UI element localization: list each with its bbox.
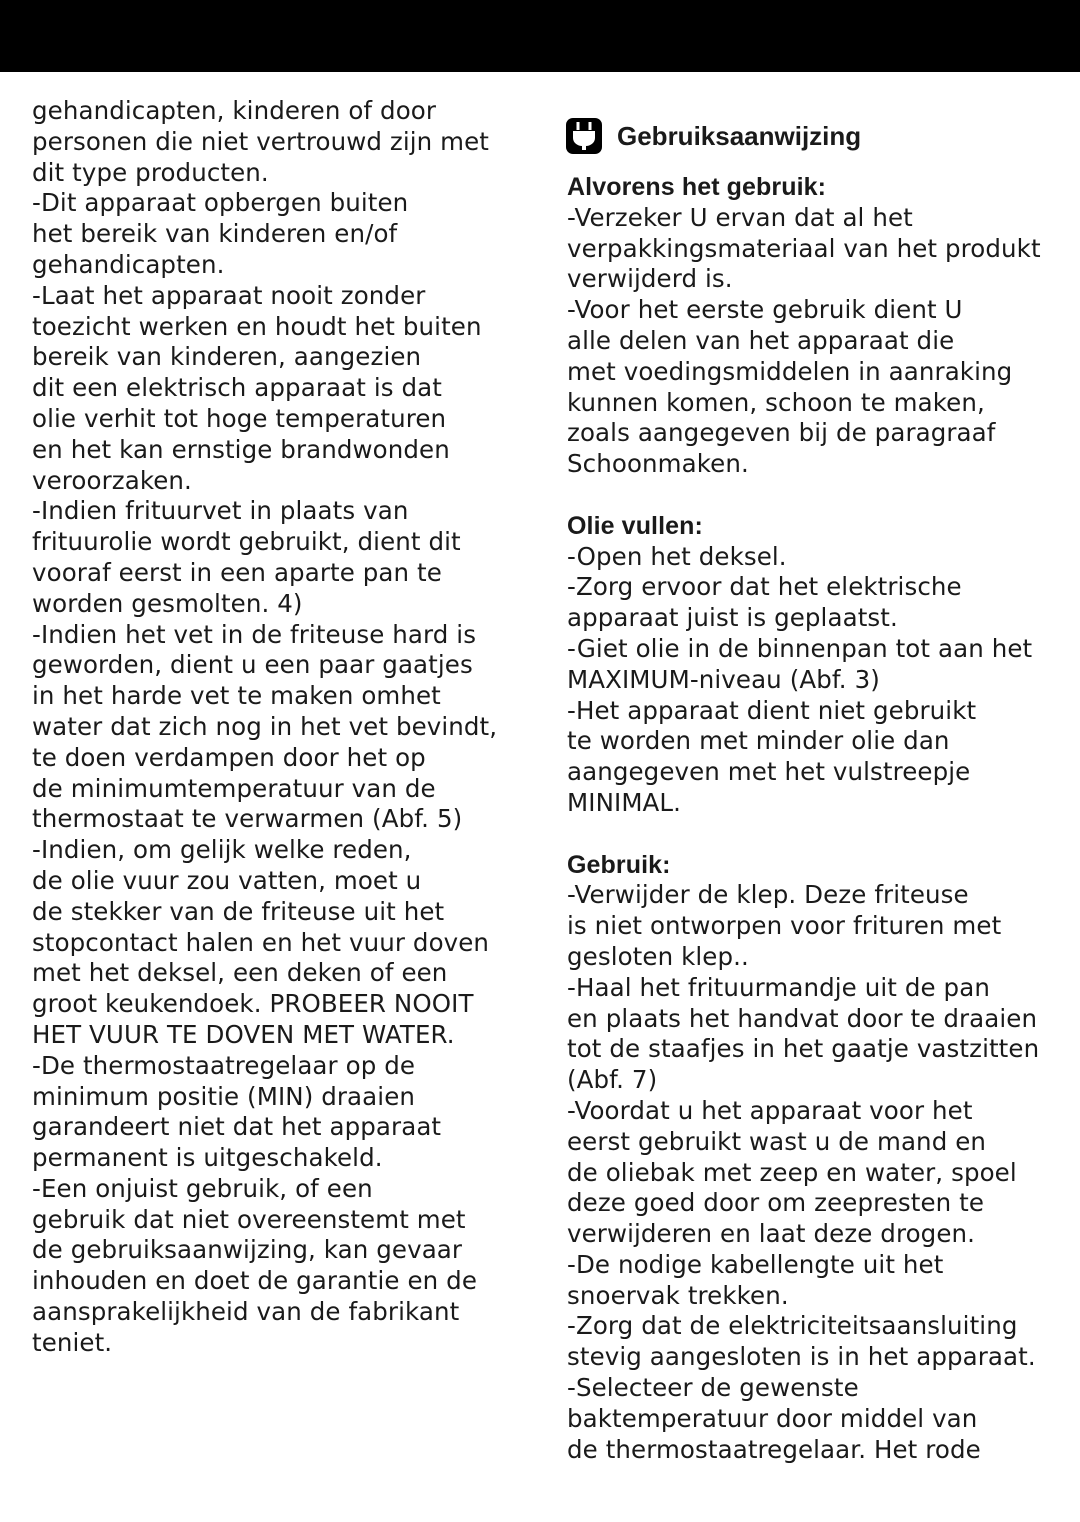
text-line: tot de staafjes in het gaatje vastzitten	[567, 1034, 1040, 1064]
text-line: -Giet olie in de binnenpan tot aan het	[567, 633, 1033, 663]
text-line: kunnen komen, schoon te maken,	[567, 387, 985, 417]
text-line: verwijderd is.	[567, 264, 733, 294]
text-line: -Zorg ervoor dat het elektrische	[567, 572, 962, 602]
text-line: permanent is uitgeschakeld.	[32, 1143, 383, 1173]
text-line: -Indien het vet in de friteuse hard is	[32, 619, 477, 649]
text-line: toezicht werken en houdt het buiten	[32, 311, 482, 341]
right-column	[567, 112, 1067, 1465]
text-line: zoals aangegeven bij de paragraaf	[567, 418, 996, 448]
text-line: de stekker van de friteuse uit het	[32, 896, 445, 926]
text-line: aangegeven met het vulstreepje	[567, 757, 971, 787]
text-line: (Abf. 7)	[567, 1065, 658, 1095]
text-line: de gebruiksaanwijzing, kan gevaar	[32, 1235, 463, 1265]
text-line: MINIMAL.	[567, 787, 682, 817]
text-line: -Indien frituurvet in plaats van	[32, 496, 409, 526]
text-line: bereik van kinderen, aangezien	[32, 342, 422, 372]
text-line: -De thermostaatregelaar op de	[32, 1050, 416, 1080]
text-line: -Voor het eerste gebruik dient U	[567, 295, 963, 325]
text-line: teniet.	[32, 1327, 113, 1357]
text-line: de olie vuur zou vatten, moet u	[32, 865, 422, 895]
text-line: -Verwijder de klep. Deze friteuse	[567, 880, 969, 910]
text-line: water dat zich nog in het vet bevindt,	[32, 711, 498, 741]
text-line: worden gesmolten. 4)	[32, 588, 303, 618]
text-line: -Indien, om gelijk welke reden,	[32, 835, 412, 865]
text-line: met voedingsmiddelen in aanraking	[567, 356, 1013, 386]
text-line: -Dit apparaat opbergen buiten	[32, 188, 409, 218]
text-line: minimum positie (MIN) draaien	[32, 1081, 415, 1111]
left-column	[32, 96, 532, 1359]
text-line: veroorzaken.	[32, 465, 192, 495]
text-line: dit een elektrisch apparaat is dat	[32, 373, 442, 403]
header-bar	[0, 0, 1080, 72]
text-line: de thermostaatregelaar. Het rode	[567, 1434, 981, 1464]
text-line: in het harde vet te maken omhet	[32, 681, 441, 711]
plug-icon	[565, 117, 603, 155]
text-line: en plaats het handvat door te draaien	[567, 1003, 1038, 1033]
text-line: -Een onjuist gebruik, of een	[32, 1173, 373, 1203]
text-line: snoervak trekken.	[567, 1280, 789, 1310]
text-line: Schoonmaken.	[567, 449, 749, 479]
text-line: verpakkingsmateriaal van het produkt	[567, 233, 1041, 263]
text-line: eerst gebruikt wast u de mand en	[567, 1126, 987, 1156]
text-line: -Open het deksel.	[567, 541, 787, 571]
text-line: gebruik dat niet overeenstemt met	[32, 1204, 466, 1234]
text-line: dit type producten.	[32, 157, 269, 187]
text-line: aansprakelijkheid van de fabrikant	[32, 1297, 460, 1327]
text-line: inhouden en doet de garantie en de	[32, 1266, 477, 1296]
text-line: stopcontact halen en het vuur doven	[32, 927, 490, 957]
text-line: personen die niet vertrouwd zijn met	[32, 126, 490, 156]
text-line: -Verzeker U ervan dat al het	[567, 202, 913, 232]
text-line: het bereik van kinderen en/of	[32, 219, 398, 249]
text-line: geworden, dient u een paar gaatjes	[32, 650, 473, 680]
text-line: stevig aangesloten is in het apparaat.	[567, 1342, 1036, 1372]
subsections	[567, 172, 1067, 1465]
text-line: te doen verdampen door het op	[32, 742, 426, 772]
text-line: gesloten klep..	[567, 941, 749, 971]
text-line: -Laat het apparaat nooit zonder	[32, 280, 426, 310]
section-gap	[567, 819, 1067, 850]
text-line: -Voordat u het apparaat voor het	[567, 1095, 973, 1125]
text-line: de minimumtemperatuur van de	[32, 773, 436, 803]
text-line: baktemperatuur door middel van	[567, 1403, 978, 1433]
text-line: gehandicapten.	[32, 249, 225, 279]
text-line: olie verhit tot hoge temperaturen	[32, 403, 447, 433]
section-gap	[567, 480, 1067, 511]
text-line: en het kan ernstige brandwonden	[32, 434, 450, 464]
text-line: HET VUUR TE DOVEN MET WATER.	[32, 1019, 455, 1049]
text-line: -Haal het frituurmandje uit de pan	[567, 972, 990, 1002]
text-line: alle delen van het apparaat die	[567, 325, 955, 355]
text-line: thermostaat te verwarmen (Abf. 5)	[32, 804, 463, 834]
text-line: groot keukendoek. PROBEER NOOIT	[32, 989, 474, 1019]
text-line: is niet ontworpen voor frituren met	[567, 911, 1002, 941]
text-line: de oliebak met zeep en water, spoel	[567, 1157, 1017, 1187]
section-header	[567, 112, 1067, 160]
text-line: -Zorg dat de elektriciteitsaansluiting	[567, 1311, 1018, 1341]
text-line: -Selecteer de gewenste	[567, 1373, 859, 1403]
text-line: -De nodige kabellengte uit het	[567, 1249, 944, 1279]
subsection-heading: Alvorens het gebruik:	[567, 173, 827, 201]
subsection-heading: Gebruik:	[567, 850, 671, 879]
text-line: verwijderen en laat deze drogen.	[567, 1219, 976, 1249]
subsection-heading: Olie vullen:	[567, 511, 703, 540]
text-line: gehandicapten, kinderen of door	[32, 96, 437, 125]
text-line: frituurolie wordt gebruikt, dient dit	[32, 527, 461, 557]
text-line: MAXIMUM-niveau (Abf. 3)	[567, 664, 880, 694]
section-title: Gebruiksaanwijzing	[617, 120, 862, 151]
text-line: apparaat juist is geplaatst.	[567, 603, 898, 633]
text-line: met het deksel, een deken of een	[32, 958, 448, 988]
text-line: -Het apparaat dient niet gebruikt	[567, 695, 977, 725]
text-line: deze goed door om zeepresten te	[567, 1188, 985, 1218]
text-line: vooraf eerst in een aparte pan te	[32, 557, 442, 587]
text-line: garandeert niet dat het apparaat	[32, 1112, 442, 1142]
text-line: te worden met minder olie dan	[567, 726, 950, 756]
